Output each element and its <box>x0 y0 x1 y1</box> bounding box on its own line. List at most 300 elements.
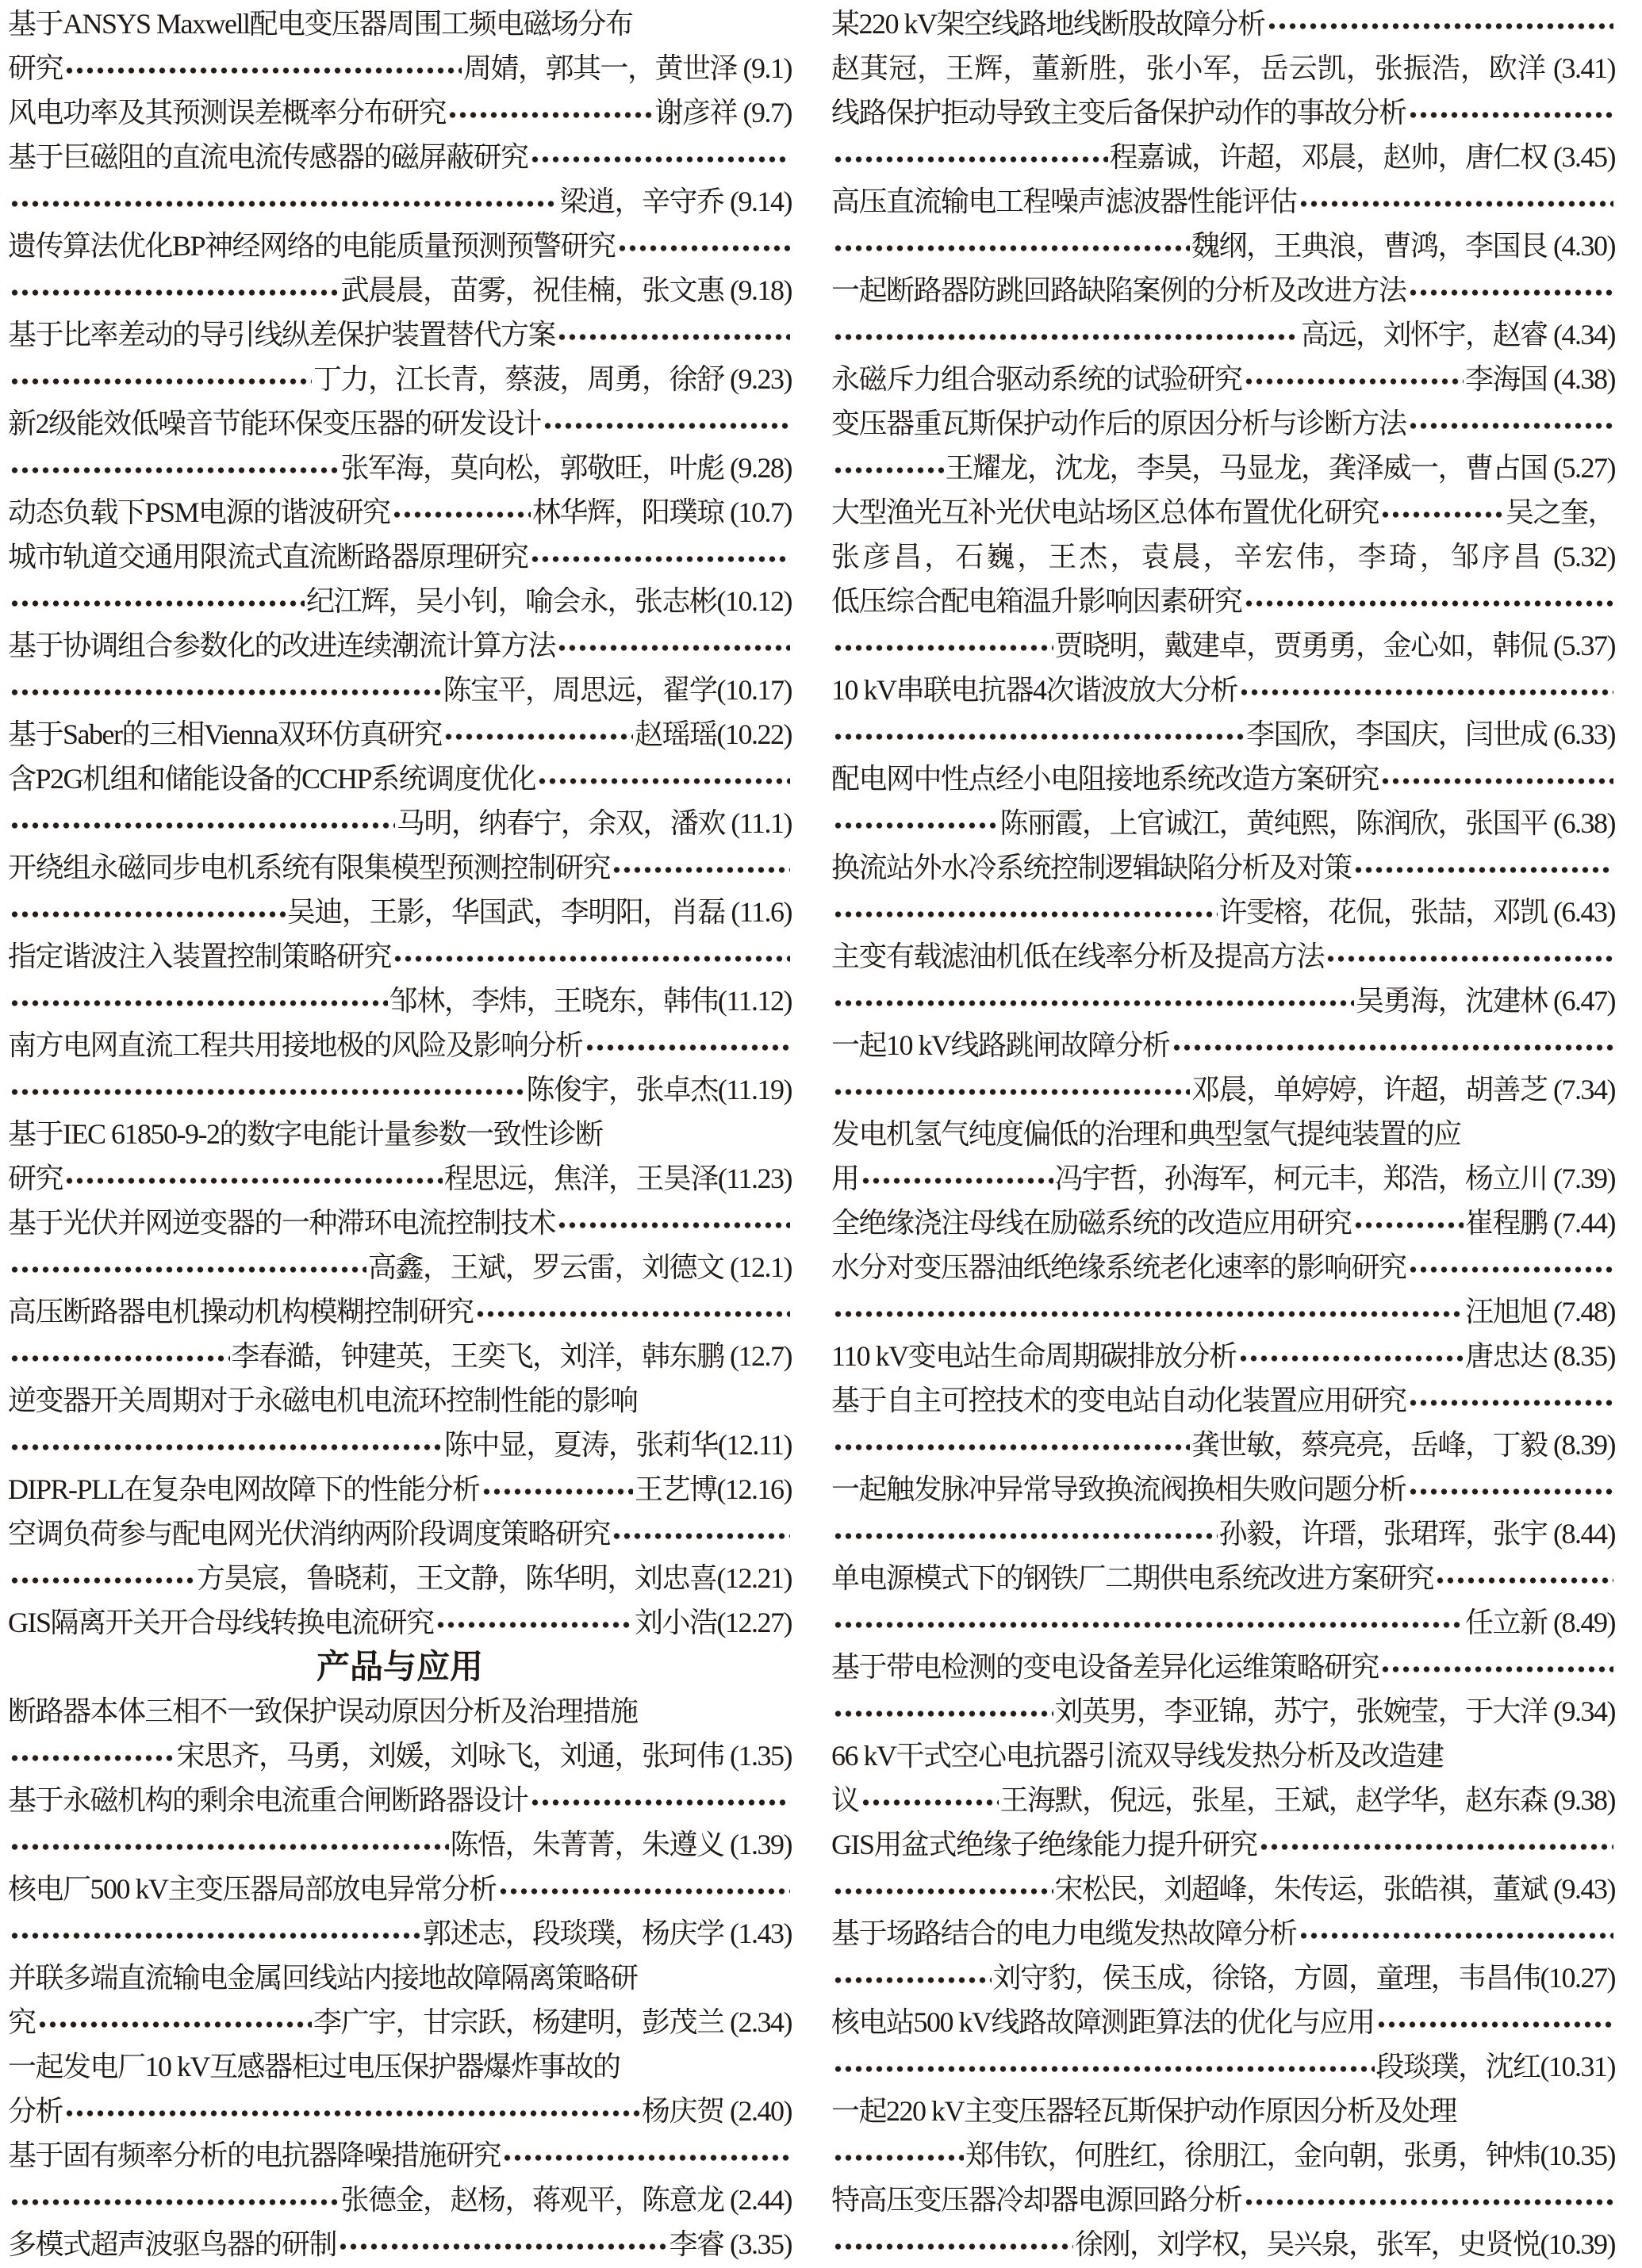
dot-leader <box>833 623 1053 668</box>
toc-line <box>8 1600 792 1645</box>
dot-leader <box>10 1245 366 1289</box>
dot-leader <box>585 1023 790 1067</box>
toc-title-text: 核电厂500 kV主变压器局部放电异常分析 <box>8 1873 497 1905</box>
dot-leader <box>475 1289 790 1334</box>
toc-authors-page-text: 程思远，焦洋，王昊泽(11.23) <box>443 1163 792 1194</box>
toc-title-text: 基于自主可控技术的变电站自动化装置应用研究 <box>831 1385 1406 1416</box>
dot-leader <box>338 2222 668 2266</box>
toc-line <box>8 90 792 135</box>
toc-title-text: 并联多端直流输电金属回线站内接地故障隔离策略研 <box>8 1962 638 1994</box>
toc-title-text: 南方电网直流工程共用接地极的风险及影响分析 <box>8 1029 583 1061</box>
toc-line <box>8 1734 792 1778</box>
toc-authors-page-text: 林华辉，阳璞琼 (10.7) <box>532 496 792 528</box>
toc-line <box>831 1334 1615 1378</box>
toc-title-text: 配电网中性点经小电阻接地系统改造方案研究 <box>831 763 1379 795</box>
toc-line <box>8 534 792 579</box>
toc-title-text: 指定谐波注入装置控制策略研究 <box>8 941 392 972</box>
toc-line <box>831 1245 1615 1289</box>
toc-authors-page-text: 郑伟钦，何胜红，徐朋江，金向朝，张勇，钟炜(10.35) <box>965 2140 1615 2171</box>
toc-line <box>831 623 1615 668</box>
toc-line <box>8 446 792 490</box>
toc-line <box>831 1023 1615 1067</box>
toc-authors-page-text: 宋思齐，马勇，刘媛，刘咏飞，刘通，张珂伟 (1.35) <box>176 1740 792 1772</box>
toc-authors-page-text: 丁力，江长青，蔡菠，周勇，徐舒 (9.23) <box>313 363 792 395</box>
toc-line <box>831 135 1615 179</box>
dot-leader <box>37 2000 313 2044</box>
toc-authors-page-text: 刘小浩(12.27) <box>635 1607 792 1638</box>
dot-leader <box>393 934 790 979</box>
toc-authors-page-text: 李春澔，钟建英，王奕飞，刘洋，韩东鹏 (12.7) <box>231 1340 792 1372</box>
dot-leader <box>833 1423 1190 1467</box>
toc-line <box>8 179 792 224</box>
toc-line <box>8 1822 792 1867</box>
toc-title-text: 核电站500 kV线路故障测距算法的优化与应用 <box>831 2006 1375 2038</box>
toc-line <box>831 1556 1615 1600</box>
toc-title-text: 多模式超声波驱鸟器的研制 <box>8 2228 337 2260</box>
toc-line <box>831 934 1615 979</box>
dot-leader <box>1353 1201 1464 1245</box>
toc-line <box>831 401 1615 446</box>
toc-line <box>831 1378 1615 1423</box>
toc-line <box>831 46 1615 90</box>
toc-line <box>8 1511 792 1556</box>
toc-authors-page-text: 陈俊宇，张卓杰(11.19) <box>526 1074 792 1105</box>
dot-leader <box>1299 1911 1613 1956</box>
toc-line <box>831 2 1615 46</box>
toc-authors-page-text: 宋松民，刘超峰，朱传运，张皓祺，董斌 (9.43) <box>1054 1873 1615 1905</box>
dot-leader <box>10 1734 175 1778</box>
toc-title-text: GIS用盆式绝缘子绝缘能力提升研究 <box>831 1829 1257 1860</box>
dot-leader <box>530 1778 790 1822</box>
dot-leader <box>557 312 790 357</box>
toc-title-text: 特高压变压器冷却器电源回路分析 <box>831 2184 1242 2216</box>
toc-authors-page-text: 孙毅，许瑨，张珺珲，张宇 (8.44) <box>1218 1518 1615 1550</box>
dot-leader <box>1408 1467 1613 1511</box>
toc-title-text: 用 <box>831 1163 859 1194</box>
toc-line <box>831 1423 1615 1467</box>
toc-authors-page-text: 张军海，莫向松，郭敬旺，叶彪 (9.28) <box>340 452 792 484</box>
dot-leader <box>530 135 790 179</box>
toc-authors-page-text: 吴之奎， <box>1505 496 1615 528</box>
toc-authors-page-text: 杨庆贺 (2.40) <box>642 2095 792 2127</box>
toc-authors-page-text: 王艺博(12.16) <box>635 1473 792 1505</box>
toc-title-text: 单电源模式下的钢铁厂二期供电系统改进方案研究 <box>831 1562 1434 1594</box>
toc-authors-page-text: 李睿 (3.35) <box>669 2228 792 2260</box>
toc-authors-page-text: 纪江辉，吴小钊，喻会永，张志彬(10.12) <box>306 585 792 617</box>
toc-authors-page-text: 贾晓明，戴建卓，贾勇勇，金心如，韩侃 (5.37) <box>1054 630 1615 661</box>
toc-title-text: 开绕组永磁同步电机系统有限集模型预测控制研究 <box>8 852 611 883</box>
toc-line <box>8 1778 792 1822</box>
dot-leader <box>1408 401 1613 446</box>
toc-line <box>831 446 1615 490</box>
toc-title-text: 城市轨道交通用限流式直流断路器原理研究 <box>8 541 528 573</box>
dot-leader <box>557 623 790 668</box>
dot-leader <box>64 46 462 90</box>
toc-title-text: 全绝缘浇注母线在励磁系统的改造应用研究 <box>831 1207 1352 1239</box>
toc-line <box>831 1778 1615 1822</box>
toc-line <box>831 890 1615 934</box>
toc-line <box>831 1289 1615 1334</box>
dot-leader <box>1380 490 1504 534</box>
toc-line <box>831 357 1615 401</box>
toc-line <box>8 934 792 979</box>
dot-leader <box>833 2222 1073 2266</box>
toc-line <box>8 2089 792 2133</box>
dot-leader <box>1325 934 1613 979</box>
dot-leader <box>1353 845 1613 890</box>
toc-title-text: 高压直流输电工程噪声滤波器性能评估 <box>831 186 1297 217</box>
toc-line <box>831 312 1615 357</box>
toc-line <box>831 712 1615 757</box>
toc-line <box>831 2133 1615 2178</box>
toc-line <box>831 2222 1615 2266</box>
toc-line <box>831 2000 1615 2044</box>
dot-leader <box>64 2089 640 2133</box>
toc-line <box>8 2 792 46</box>
toc-line <box>8 312 792 357</box>
toc-authors-text: 赵萁冠，王辉，董新胜，张小军，岳云凯，张振浩，欧洋 (3.41) <box>831 52 1615 84</box>
toc-line <box>831 579 1615 623</box>
toc-authors-page-text: 唐忠达 (8.35) <box>1465 1340 1615 1372</box>
toc-line <box>8 2178 792 2222</box>
dot-leader <box>392 490 531 534</box>
toc-title-text: 一起发电厂10 kV互感器柜过电压保护器爆炸事故的 <box>8 2051 620 2082</box>
dot-leader <box>833 224 1190 268</box>
toc-line <box>831 1112 1615 1156</box>
toc-title-text: 逆变器开关周期对于永磁电机电流环控制性能的影响 <box>8 1385 638 1416</box>
toc-line <box>8 712 792 757</box>
toc-authors-page-text: 陈宝平，周思远，翟学(10.17) <box>443 674 792 706</box>
dot-leader <box>833 1511 1218 1556</box>
dot-leader <box>833 712 1245 757</box>
toc-authors-page-text: 赵瑶瑶(10.22) <box>635 718 792 750</box>
toc-line <box>831 1734 1615 1778</box>
dot-leader <box>833 446 944 490</box>
toc-title-text: 研究 <box>8 52 63 84</box>
toc-title-text: 遗传算法优化BP神经网络的电能质量预测预警研究 <box>8 230 616 262</box>
toc-authors-page-text: 任立新 (8.49) <box>1465 1607 1615 1638</box>
toc-line <box>831 1467 1615 1511</box>
toc-line <box>8 268 792 312</box>
toc-authors-page-text: 高远，刘怀宇，赵睿 (4.34) <box>1301 319 1615 351</box>
toc-authors-page-text: 郭述志，段琰璞，杨庆学 (1.43) <box>423 1917 792 1949</box>
toc-title-text: 变压器重瓦斯保护动作后的原因分析与诊断方法 <box>831 408 1406 439</box>
toc-line <box>8 1689 792 1734</box>
toc-line <box>8 357 792 401</box>
toc-line <box>831 534 1615 579</box>
toc-line <box>831 1689 1615 1734</box>
dot-leader <box>1380 757 1613 801</box>
toc-line <box>8 1911 792 1956</box>
dot-leader <box>10 2178 340 2222</box>
toc-title-text: 研究 <box>8 1163 63 1194</box>
toc-authors-page-text: 邓晨，单婷婷，许超，胡善芝 (7.34) <box>1191 1074 1615 1105</box>
toc-line <box>831 801 1615 845</box>
toc-title-text: 低压综合配电箱温升影响因素研究 <box>831 585 1242 617</box>
toc-line <box>831 845 1615 890</box>
dot-leader <box>502 2133 790 2178</box>
toc-title-text: 发电机氢气纯度偏低的治理和典型氢气提纯装置的应 <box>831 1118 1461 1150</box>
toc-title-text: 永磁斥力组合驱动系统的试验研究 <box>831 363 1242 395</box>
toc-title-text: 新2级能效低噪音节能环保变压器的研发设计 <box>8 408 542 439</box>
toc-title-text: 一起10 kV线路跳闸故障分析 <box>831 1029 1170 1061</box>
toc-line <box>8 579 792 623</box>
toc-title-text: 议 <box>831 1784 859 1816</box>
toc-line <box>8 845 792 890</box>
toc-line <box>831 1822 1615 1867</box>
dot-leader <box>10 446 340 490</box>
toc-title-text: 大型渔光互补光伏电站场区总体布置优化研究 <box>831 496 1379 528</box>
dot-leader <box>435 1600 634 1645</box>
toc-authors-page-text: 汪旭旭 (7.48) <box>1465 1296 1615 1327</box>
toc-title-text: 66 kV干式空心电抗器引流双导线发热分析及改造建 <box>831 1740 1444 1772</box>
dot-leader <box>1380 1645 1613 1689</box>
toc-title-text: 一起触发脉冲异常导致换流阀换相失败问题分析 <box>831 1473 1406 1505</box>
toc-line <box>831 2178 1615 2222</box>
dot-leader <box>537 757 790 801</box>
dot-leader <box>1299 179 1613 224</box>
dot-leader <box>443 712 633 757</box>
toc-title-text: 高压断路器电机操动机构模糊控制研究 <box>8 1296 474 1327</box>
toc-line <box>831 490 1615 534</box>
dot-leader <box>617 224 790 268</box>
toc-line <box>8 801 792 845</box>
toc-title-text: 动态负载下PSM电源的谐波研究 <box>8 496 390 528</box>
dot-leader <box>543 401 790 446</box>
toc-title-text: 10 kV串联电抗器4次谐波放大分析 <box>831 674 1237 706</box>
toc-authors-page-text: 徐刚，刘学权，吴兴泉，张军，史贤悦(10.39) <box>1075 2228 1615 2260</box>
toc-line <box>8 46 792 90</box>
dot-leader <box>833 890 1218 934</box>
toc-authors-page-text: 高鑫，王斌，罗云雷，刘德文 (12.1) <box>368 1251 792 1283</box>
toc-authors-page-text: 王耀龙，沈龙，李昊，马显龙，龚泽威一，曹占国 (5.27) <box>945 452 1615 484</box>
toc-line <box>831 1067 1615 1112</box>
toc-title-text: 线路保护拒动导致主变后备保护动作的事故分析 <box>831 97 1406 128</box>
dot-leader <box>833 1289 1464 1334</box>
toc-authors-page-text: 魏纲，王典浪，曹鸿，李国艮 (4.30) <box>1191 230 1615 262</box>
dot-leader <box>833 1867 1053 1911</box>
toc-authors-page-text: 程嘉诚，许超，邓晨，赵帅，唐仁权 (3.45) <box>1109 141 1615 173</box>
dot-leader <box>833 1956 992 2000</box>
toc-line <box>8 1956 792 2000</box>
toc-title-text: 一起断路器防跳回路缺陷案例的分析及改进方法 <box>831 274 1406 306</box>
toc-line <box>831 1156 1615 1201</box>
dot-leader <box>1238 1334 1464 1378</box>
toc-authors-page-text: 陈悟，朱菁菁，朱遵义 (1.39) <box>450 1829 792 1860</box>
toc-line <box>8 401 792 446</box>
toc-line <box>831 1956 1615 2000</box>
toc-title-text: 基于IEC 61850-9-2的数字电能计量参数一致性诊断 <box>8 1118 603 1150</box>
toc-title-text: 风电功率及其预测误差概率分布研究 <box>8 97 447 128</box>
toc-line <box>8 1378 792 1423</box>
toc-authors-page-text: 武晨晨，苗雾，祝佳楠，张文惠 (9.18) <box>340 274 792 306</box>
toc-line <box>8 668 792 712</box>
dot-leader <box>612 845 790 890</box>
toc-line <box>8 979 792 1023</box>
toc-title-text: 基于场路结合的电力电缆发热故障分析 <box>831 1917 1297 1949</box>
dot-leader <box>10 357 312 401</box>
toc-line <box>8 2222 792 2266</box>
toc-title-text: 究 <box>8 2006 36 2038</box>
dot-leader <box>10 1423 443 1467</box>
dot-leader <box>833 1600 1464 1645</box>
toc-authors-text: 张彦昌，石巍，王杰，袁晨，辛宏伟，李琦，邹序昌 (5.32) <box>831 541 1615 573</box>
dot-leader <box>1244 357 1464 401</box>
dot-leader <box>498 1867 791 1911</box>
toc-authors-page-text: 陈中显，夏涛，张莉华(12.11) <box>443 1429 792 1461</box>
toc-title-text: 空调负荷参与配电网光伏消纳两阶段调度策略研究 <box>8 1518 611 1550</box>
toc-line <box>831 90 1615 135</box>
dot-leader <box>1259 1822 1613 1867</box>
dot-leader <box>833 801 999 845</box>
dot-leader <box>833 312 1299 357</box>
dot-leader <box>1435 1556 1613 1600</box>
toc-title-text: 基于光伏并网逆变器的一种滞环电流控制技术 <box>8 1207 556 1239</box>
dot-leader <box>833 2133 964 2178</box>
toc-authors-page-text: 刘守豹，侯玉成，徐铬，方圆，童理，韦昌伟(10.27) <box>992 1962 1615 1994</box>
toc-authors-page-text: 崔程鹏 (7.44) <box>1465 1207 1615 1239</box>
toc-title-text: 110 kV变电站生命周期碳排放分析 <box>831 1340 1237 1372</box>
toc-line <box>831 2089 1615 2133</box>
dot-leader <box>833 2044 1375 2089</box>
toc-column-right <box>831 2 1615 2268</box>
toc-line <box>8 135 792 179</box>
toc-line <box>831 1511 1615 1556</box>
toc-title-text: 基于带电检测的变电设备差异化运维策略研究 <box>831 1651 1379 1683</box>
toc-line <box>8 1156 792 1201</box>
dot-leader <box>447 90 654 135</box>
toc-line <box>831 1645 1615 1689</box>
toc-line <box>8 2133 792 2178</box>
dot-leader <box>481 1467 634 1511</box>
dot-leader <box>10 1334 230 1378</box>
toc-authors-page-text: 张德金，赵杨，蒋观平，陈意龙 (2.44) <box>340 2184 792 2216</box>
toc-line <box>8 757 792 801</box>
toc-line <box>831 757 1615 801</box>
toc-authors-page-text: 吴迪，王影，华国武，李明阳，肖磊 (11.6) <box>286 896 792 928</box>
dot-leader <box>1239 668 1613 712</box>
toc-authors-page-text: 马明，纳春宁，余双，潘欢 (11.1) <box>396 807 792 839</box>
dot-leader <box>10 1067 524 1112</box>
dot-leader <box>833 1067 1190 1112</box>
toc-line <box>8 1245 792 1289</box>
toc-authors-page-text: 邹林，李炜，王晓东，韩伟(11.12) <box>389 985 792 1017</box>
toc-line <box>8 623 792 668</box>
toc-title-text: 基于协调组合参数化的改进连续潮流计算方法 <box>8 630 556 661</box>
toc-line <box>8 1023 792 1067</box>
toc-title-text: 水分对变压器油纸绝缘系统老化速率的影响研究 <box>831 1251 1406 1283</box>
toc-title-text: 基于巨磁阻的直流电流传感器的磁屏蔽研究 <box>8 141 528 173</box>
toc-title-text: 一起220 kV主变压器轻瓦斯保护动作原因分析及处理 <box>831 2095 1456 2127</box>
toc-authors-page-text: 冯宇哲，孙海军，柯元丰，郑浩，杨立川 (7.39) <box>1054 1163 1615 1194</box>
toc-authors-page-text: 李国欣，李国庆，闫世成 (6.33) <box>1246 718 1615 750</box>
toc-title-text: 基于比率差动的导引线纵差保护装置替代方案 <box>8 319 556 351</box>
toc-authors-page-text: 陈丽霞，上官诚江，黄纯熙，陈润欣，张国平 (6.38) <box>999 807 1615 839</box>
dot-leader <box>1244 2178 1613 2222</box>
toc-line <box>831 668 1615 712</box>
toc-authors-page-text: 吴勇海，沈建林 (6.47) <box>1356 985 1615 1017</box>
toc-authors-page-text: 龚世敏，蔡亮亮，岳峰，丁毅 (8.39) <box>1191 1429 1615 1461</box>
toc-authors-page-text: 许雯榕，花侃，张喆，邓凯 (6.43) <box>1218 896 1615 928</box>
toc-title-text: 某220 kV架空线路地线断股故障分析 <box>831 8 1265 40</box>
toc-title-text: 主变有载滤油机低在线率分析及提高方法 <box>831 941 1325 972</box>
toc-line <box>8 1556 792 1600</box>
toc-authors-page-text: 段琰璞，沈红(10.31) <box>1375 2051 1615 2082</box>
toc-line <box>831 979 1615 1023</box>
toc-line <box>831 1911 1615 1956</box>
dot-leader <box>833 1689 1053 1734</box>
dot-leader <box>10 979 388 1023</box>
section-header-label: 产品与应用 <box>316 1648 483 1685</box>
dot-leader <box>10 1556 195 1600</box>
toc-line <box>8 2000 792 2044</box>
toc-authors-page-text: 方昊宸，鲁晓莉，王文静，陈华明，刘忠喜(12.21) <box>197 1562 792 1594</box>
dot-leader <box>1172 1023 1614 1067</box>
dot-leader <box>64 1156 443 1201</box>
toc-authors-page-text: 梁逍，辛守乔 (9.14) <box>559 186 792 217</box>
toc-line <box>8 224 792 268</box>
toc-line <box>8 1334 792 1378</box>
toc-authors-page-text: 周婧，郭其一，黄世泽 (9.1) <box>463 52 792 84</box>
dot-leader <box>10 801 395 845</box>
dot-leader <box>1267 2 1614 46</box>
toc-title-text: 基于固有频率分析的电抗器降噪措施研究 <box>8 2140 501 2171</box>
toc-line <box>8 490 792 534</box>
toc-title-text: 含P2G机组和储能设备的CCHP系统调度优化 <box>8 763 536 795</box>
dot-leader <box>833 979 1354 1023</box>
dot-leader <box>1376 2000 1614 2044</box>
toc-title-text: 换流站外水冷系统控制逻辑缺陷分析及对策 <box>831 852 1352 883</box>
toc-authors-page-text: 谢彦祥 (9.7) <box>654 97 792 128</box>
toc-title-text: DIPR-PLL在复杂电网故障下的性能分析 <box>8 1473 480 1505</box>
toc-line <box>8 1201 792 1245</box>
toc-line <box>831 224 1615 268</box>
dot-leader <box>861 1778 999 1822</box>
dot-leader <box>1408 90 1613 135</box>
toc-title-text: GIS隔离开关开合母线转换电流研究 <box>8 1607 434 1638</box>
toc-line <box>831 1867 1615 1911</box>
toc-line <box>8 1423 792 1467</box>
toc-title-text: 基于ANSYS Maxwell配电变压器周围工频电磁场分布 <box>8 8 633 40</box>
toc-line <box>8 1067 792 1112</box>
toc-authors-page-text: 李广宇，甘宗跃，杨建明，彭茂兰 (2.34) <box>313 2006 792 2038</box>
toc-line <box>8 1112 792 1156</box>
dot-leader <box>1408 1378 1613 1423</box>
dot-leader <box>861 1156 1053 1201</box>
toc-line <box>8 1467 792 1511</box>
toc-line <box>8 2044 792 2089</box>
toc-line <box>831 268 1615 312</box>
toc-line <box>8 1867 792 1911</box>
toc-title-text: 基于永磁机构的剩余电流重合闸断路器设计 <box>8 1784 528 1816</box>
dot-leader <box>530 534 790 579</box>
toc-line <box>8 1289 792 1334</box>
toc-line <box>8 890 792 934</box>
dot-leader <box>1244 579 1613 623</box>
toc-authors-page-text: 王海默，倪远，张星，王斌，赵学华，赵东森 (9.38) <box>999 1784 1615 1816</box>
section-header <box>8 1645 792 1689</box>
toc-line <box>831 1201 1615 1245</box>
toc-authors-page-text: 李海国 (4.38) <box>1465 363 1615 395</box>
dot-leader <box>612 1511 790 1556</box>
dot-leader <box>10 179 558 224</box>
toc-title-text: 基于Saber的三相Vienna双环仿真研究 <box>8 718 442 750</box>
dot-leader <box>10 1822 449 1867</box>
toc-line <box>831 1600 1615 1645</box>
dot-leader <box>10 668 442 712</box>
toc-title-text: 分析 <box>8 2095 63 2127</box>
toc-line <box>831 179 1615 224</box>
